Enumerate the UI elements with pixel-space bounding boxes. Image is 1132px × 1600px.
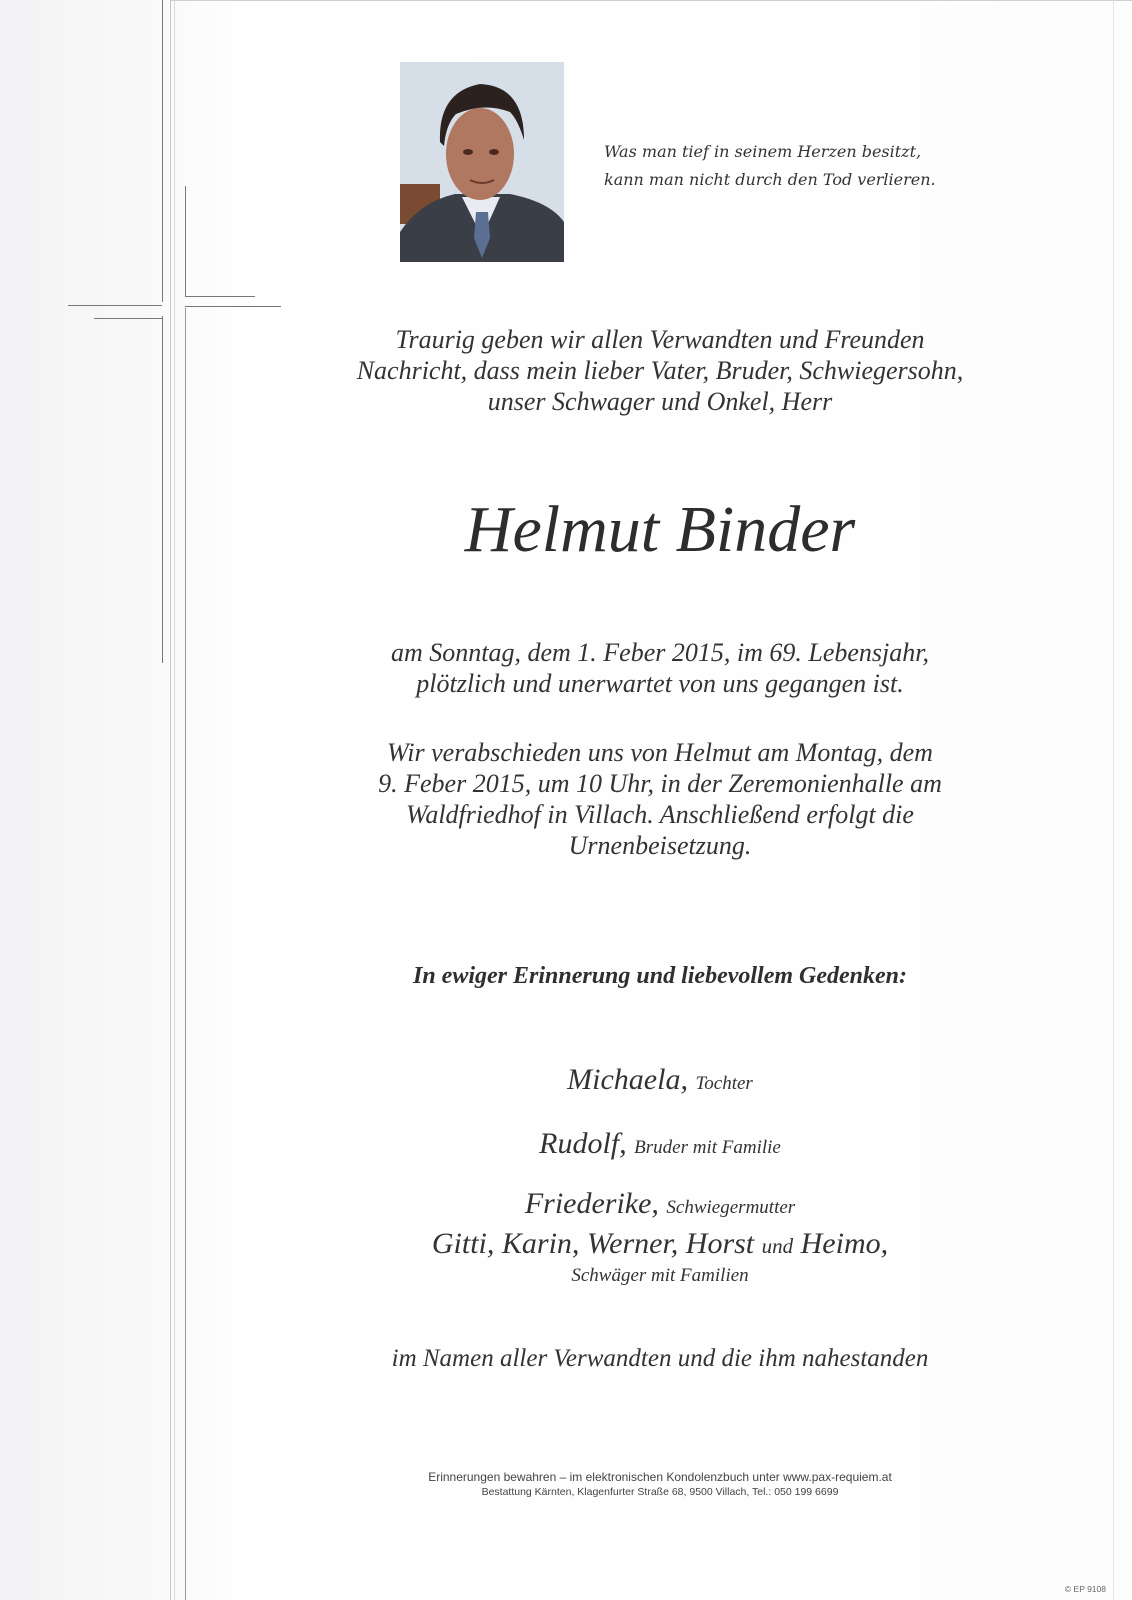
mourner-conjunction: und xyxy=(761,1234,794,1258)
mourner-relation-siblings: Schwäger mit Familien xyxy=(571,1265,749,1286)
farewell-info xyxy=(260,737,1060,861)
mourner-michaela xyxy=(260,1062,1060,1102)
announcement-intro xyxy=(260,324,1060,417)
death-line-2: plötzlich und unerwartet von uns gegangen ist. xyxy=(416,669,904,698)
closing-line: im Namen aller Verwandten und die ihm nahestanden xyxy=(391,1345,929,1372)
mourners-list xyxy=(260,1062,1060,1288)
fold-line-left xyxy=(170,0,171,1600)
portrait-photo xyxy=(400,62,564,262)
fold-line-left-shadow xyxy=(174,0,175,1600)
mourner-rudolf xyxy=(260,1126,1060,1166)
farewell-line-2: 9. Feber 2015, um 10 Uhr, in der Zeremonienhalle am xyxy=(378,769,942,798)
farewell-line-4: Urnenbeisetzung. xyxy=(568,831,752,860)
print-code: © EP 9108 xyxy=(1064,1584,1106,1594)
quote-line-2: kann man nicht durch den Tod verlieren. xyxy=(604,170,936,189)
mourner-relation: Tochter xyxy=(695,1073,753,1094)
mourner-siblings-in-law xyxy=(260,1226,1060,1264)
farewell-line-1: Wir verabschieden uns von Helmut am Montag, dem xyxy=(387,738,933,767)
intro-line-1: Traurig geben wir allen Verwandten und Freunden xyxy=(395,325,925,354)
portrait-image xyxy=(400,62,564,262)
intro-line-2: Nachricht, dass mein lieber Vater, Bruder, Schwiegersohn, xyxy=(356,356,964,385)
mourner-last-name: Heimo, xyxy=(800,1227,889,1260)
paper-top-edge xyxy=(170,0,1132,1)
mourner-relation: Bruder mit Familie xyxy=(634,1137,781,1158)
intro-line-3: unser Schwager und Onkel, Herr xyxy=(487,387,833,416)
mourner-name: Michaela, xyxy=(567,1063,688,1096)
mourner-name: Rudolf, xyxy=(539,1127,627,1160)
death-info xyxy=(260,637,1060,699)
memorial-quote xyxy=(604,138,936,194)
footer xyxy=(260,1469,1060,1500)
death-line-1: am Sonntag, dem 1. Feber 2015, im 69. Lebensjahr, xyxy=(390,638,929,667)
footer-address-line: Bestattung Kärnten, Klagenfurter Straße 68, 9500 Villach, Tel.: 050 199 6699 xyxy=(481,1486,839,1498)
mourner-names: Gitti, Karin, Werner, Horst xyxy=(431,1227,755,1260)
mourner-relation: Schwiegermutter xyxy=(666,1197,796,1218)
quote-line-1: Was man tief in seinem Herzen besitzt, xyxy=(604,142,922,161)
mourner-name: Friederike, xyxy=(524,1187,659,1220)
paper-right-edge xyxy=(1113,0,1114,1600)
farewell-line-3: Waldfriedhof in Villach. Anschließend erfolgt die xyxy=(406,800,914,829)
footer-condolence-line: Erinnerungen bewahren – im elektronischen Kondolenzbuch unter www.pax-requiem.at xyxy=(428,1470,892,1484)
deceased-name: Helmut Binder xyxy=(464,493,856,566)
memory-heading: In ewiger Erinnerung und liebevollem Gedenken: xyxy=(412,963,908,989)
mourner-friederike xyxy=(260,1186,1060,1226)
